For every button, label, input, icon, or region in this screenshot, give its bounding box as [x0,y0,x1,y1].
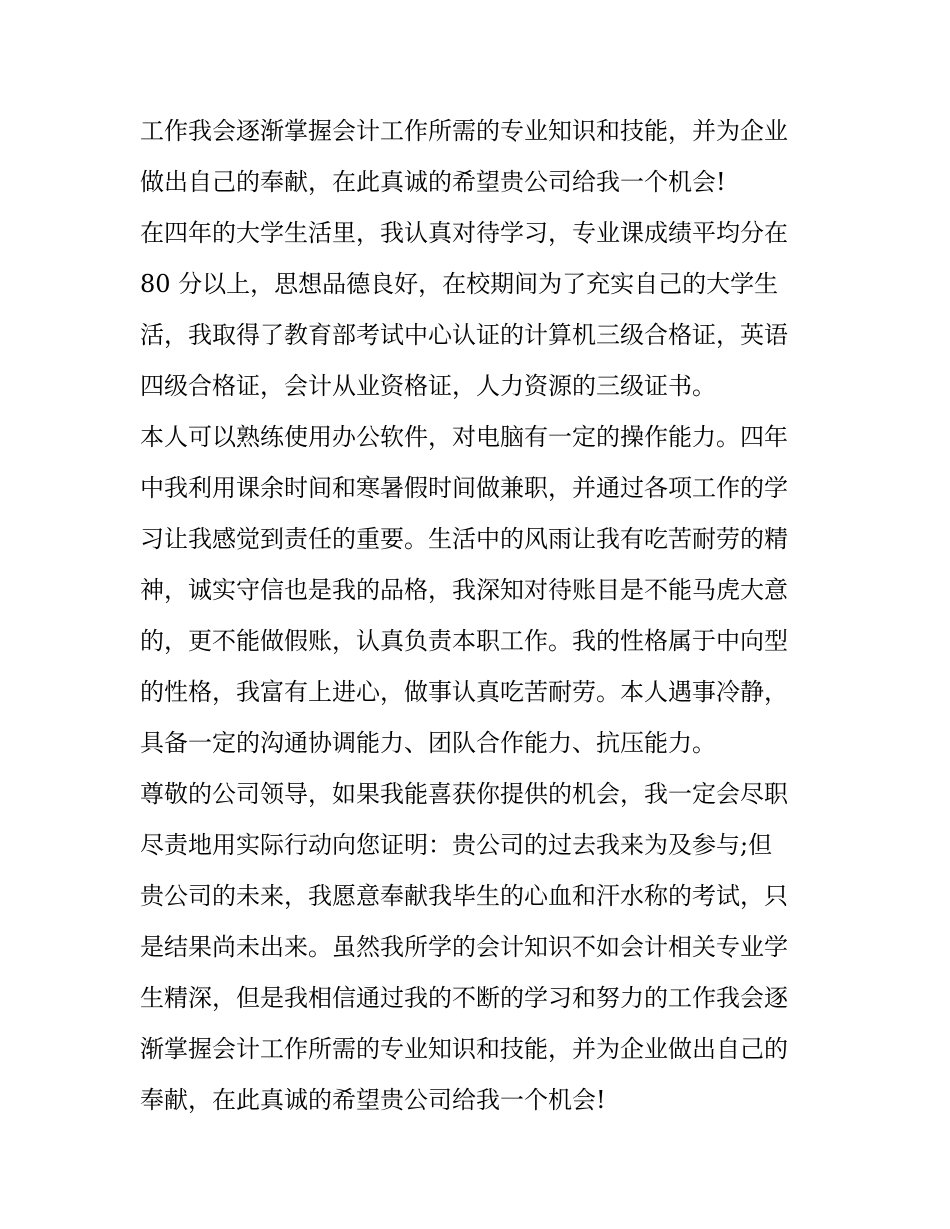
text-line-1: 工作我会逐渐掌握会计工作所需的专业知识和技能，并为企业 [140,117,788,145]
text-line-15: 尽责地用实际行动向您证明：贵公司的过去我来为及参与;但 [140,831,773,859]
text-line-10: 神，诚实守信也是我的品格，我深知对待账目是不能马虎大意 [140,576,788,604]
text-line-20: 奉献，在此真诚的希望贵公司给我一个机会! [140,1086,606,1114]
text-line-11: 的，更不能做假账，认真负责本职工作。我的性格属于中向型 [140,627,788,655]
text-line-7: 本人可以熟练使用办公软件，对电脑有一定的操作能力。四年 [140,423,788,451]
text-line-2: 做出自己的奉献，在此真诚的希望贵公司给我一个机会! [140,168,726,196]
text-line-9: 习让我感觉到责任的重要。生活中的风雨让我有吃苦耐劳的精 [140,525,788,553]
text-line-14: 尊敬的公司领导，如果我能喜获你提供的机会，我一定会尽职 [140,780,788,808]
text-line-6: 四级合格证，会计从业资格证，人力资源的三级证书。 [140,372,716,400]
body-text [140,106,830,1126]
text-line-19: 渐掌握会计工作所需的专业知识和技能，并为企业做出自己的 [140,1035,788,1063]
text-line-18: 生精深，但是我相信通过我的不断的学习和努力的工作我会逐 [140,984,788,1012]
text-line-13: 具备一定的沟通协调能力、团队合作能力、抗压能力。 [140,729,716,757]
text-line-8: 中我利用课余时间和寒暑假时间做兼职，并通过各项工作的学 [140,474,788,502]
text-line-17: 是结果尚未出来。虽然我所学的会计知识不如会计相关专业学 [140,933,788,961]
text-line-5: 活，我取得了教育部考试中心认证的计算机三级合格证，英语 [140,321,788,349]
text-line-16: 贵公司的未来，我愿意奉献我毕生的心血和汗水称的考试，只 [140,882,788,910]
text-line-4: 80 分以上，思想品德良好，在校期间为了充实自己的大学生 [140,270,779,298]
text-line-12: 的性格，我富有上进心，做事认真吃苦耐劳。本人遇事冷静， [140,678,788,706]
text-line-3: 在四年的大学生活里，我认真对待学习，专业课成绩平均分在 [140,219,788,247]
